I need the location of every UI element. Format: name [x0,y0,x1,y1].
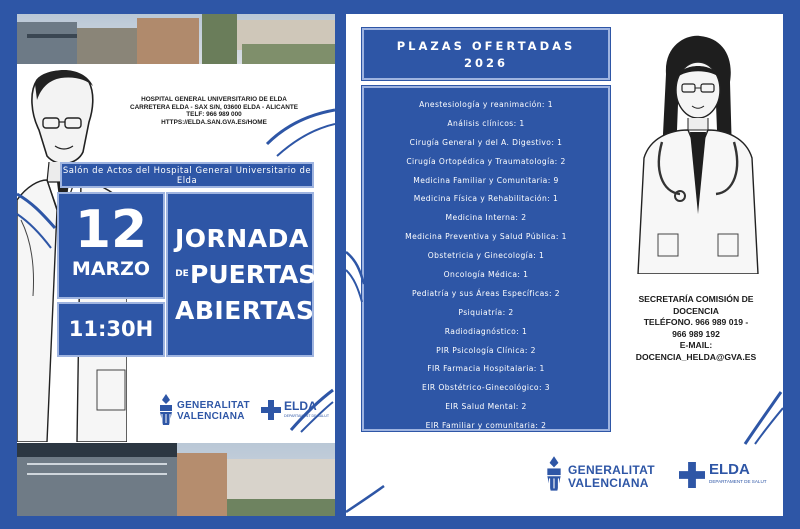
elda-logo [261,400,331,424]
plaza-item: EIR Obstétrico-Ginecológico: 3 [422,383,550,393]
generalitat-line2: VALENCIANA [568,476,649,490]
generalitat-logo [544,454,664,498]
hospital-info-block [109,96,319,126]
flyer-left-panel [17,14,335,516]
event-time: 11:30H [57,302,165,357]
plaza-item: Medicina Preventiva y Salud Pública: 1 [405,232,567,242]
plaza-item: Anestesiología y reanimación: 1 [419,100,553,109]
decorative-swoosh [743,386,783,446]
plaza-item: Pediatría y sus Áreas Específicas: 2 [411,288,561,298]
flyer-right-panel [346,14,783,516]
elda-cross-icon [679,462,705,488]
generalitat-logo-icon [544,456,564,492]
plaza-item: Cirugía General y del A. Digestivo: 1 [409,137,563,147]
hospital-website[interactable]: HTTPS://ELDA.SAN.GVA.ES/HOME [161,118,267,126]
plaza-item: Obstetricia y Ginecología: 1 [427,251,545,261]
elda-logo [679,462,769,492]
event-title-line3: ABIERTAS [175,296,315,325]
hospital-address: CARRETERA ELDA - SAX S/N, 03600 ELDA - ALICANTE [129,103,299,111]
generalitat-line1: GENERALITAT [177,400,250,411]
plaza-item: FIR Farmacia Hospitalaria: 1 [427,364,545,374]
plaza-item: PIR Psicología Clínica: 2 [436,345,536,355]
plaza-item: Análisis clínicos: 1 [447,118,525,128]
generalitat-logo-icon [157,394,175,426]
event-title-line1: JORNADA [175,224,309,253]
elda-name: ELDA [709,461,750,478]
venue-banner: Salón de Actos del Hospital General Universitario de Elda [60,162,314,188]
generalitat-line2: VALENCIANA [177,411,245,422]
elda-name: ELDA [284,399,317,413]
plaza-item: Radiodiagnóstico: 1 [444,326,528,336]
contact-line1: SECRETARÍA COMISIÓN DE [638,294,754,304]
plaza-item: Cirugía Ortopédica y Traumatología: 2 [406,156,566,166]
doctor-illustration-icon [618,34,778,274]
contact-phone: TELÉFONO. 966 989 019 - [643,317,749,327]
plazas-list [362,86,610,431]
contact-email-label: E-MAIL: [679,340,713,350]
decorative-swoosh [346,244,366,304]
contact-email[interactable]: DOCENCIA_HELDA@GVA.ES [635,351,757,362]
event-title-de: DE [175,269,189,279]
plaza-item: Medicina Física y Rehabilitación: 1 [413,194,559,204]
hospital-photo-top [17,14,335,64]
contact-phone2: 966 989 192 [672,328,720,339]
hospital-phone: TELF: 966 989 000 [186,111,242,119]
plazas-title-box [362,28,610,80]
date-box [57,192,165,299]
plaza-item: Medicina Interna: 2 [445,213,527,223]
hospital-name: HOSPITAL GENERAL UNIVERSITARIO DE ELDA [141,96,287,103]
plaza-item: Medicina Familiar y Comunitaria: 9 [413,175,559,185]
decorative-swoosh [346,484,386,514]
generalitat-logo [157,392,249,432]
event-title-line2: PUERTAS [190,260,317,289]
contact-block [616,294,776,363]
event-day: 12 [74,200,148,260]
plazas-year: 2026 [463,56,508,70]
event-month: MARZO [71,258,151,280]
event-title-box [166,192,317,357]
contact-line2: DOCENCIA [673,305,719,316]
elda-sub: DEPARTAMENT DE SALUT [709,479,767,484]
elda-sub: DEPARTAMENT DE SALUT [284,414,330,418]
plaza-item: Psiquiatría: 2 [458,307,514,317]
decorative-swoosh [17,184,57,254]
plaza-item: EIR Familiar y comunitaria: 2 [425,421,547,431]
generalitat-line1: GENERALITAT [568,463,655,477]
plaza-item: Oncología Médica: 1 [443,270,529,280]
plazas-title: PLAZAS OFERTADAS [396,39,576,53]
hospital-photo-bottom [17,443,335,516]
plaza-item: EIR Salud Mental: 2 [445,402,527,412]
elda-cross-icon [261,400,281,420]
